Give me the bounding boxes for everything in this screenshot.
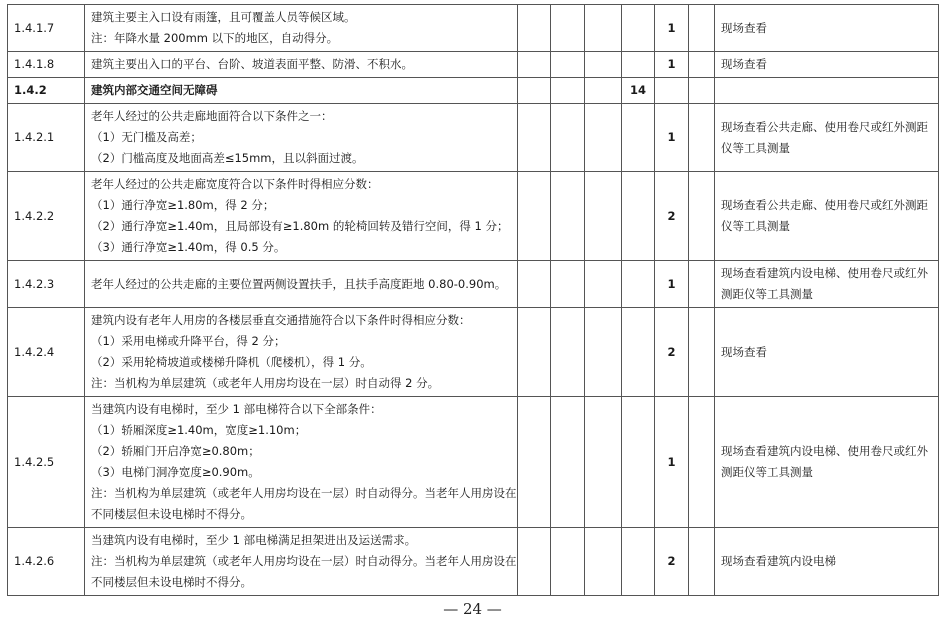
page-number: — 24 — — [443, 600, 502, 618]
item-score: 1 — [655, 261, 689, 308]
empty-cell — [689, 78, 715, 104]
requirement-line: 注：当机构为单层建筑（或老年人用房均设在一层）时自动得分。当老年人用房设在 — [91, 554, 517, 568]
empty-cell — [551, 528, 585, 596]
table-row — [8, 261, 939, 308]
requirement-line: （2）通行净宽≥1.40m，且局部设有≥1.80m 的轮椅回转及错行空间，得 1 分； — [91, 219, 509, 233]
item-score: 2 — [655, 308, 689, 397]
item-number: 1.4.2.6 — [8, 528, 85, 596]
item-score: 1 — [655, 397, 689, 528]
empty-cell — [518, 5, 551, 52]
item-requirement — [85, 308, 518, 397]
empty-cell — [551, 172, 585, 261]
section-total-score — [622, 261, 655, 308]
requirement-line: 不同楼层但未设电梯时不得分。 — [91, 507, 252, 521]
section-total-score — [622, 528, 655, 596]
empty-cell — [518, 52, 551, 78]
item-requirement — [85, 397, 518, 528]
item-number: 1.4.1.8 — [8, 52, 85, 78]
requirement-line: （2）门槛高度及地面高差≤15mm，且以斜面过渡。 — [91, 151, 364, 165]
section-total-score — [622, 397, 655, 528]
requirement-line: 老年人经过的公共走廊的主要位置两侧设置扶手，且扶手高度距地 0.80-0.90m。 — [91, 276, 507, 291]
requirement-line: 老年人经过的公共走廊地面符合以下条件之一： — [91, 109, 333, 123]
item-number: 1.4.2 — [8, 78, 85, 104]
inspection-method — [715, 78, 939, 104]
table-section-row — [8, 78, 939, 104]
inspection-method: 现场查看建筑内设电梯、使用卷尺或红外测距仪等工具测量 — [715, 397, 939, 528]
requirement-line: 注：当机构为单层建筑（或老年人用房均设在一层）时自动得分。当老年人用房设在 — [91, 486, 517, 500]
empty-cell — [518, 308, 551, 397]
inspection-method: 现场查看公共走廊、使用卷尺或红外测距仪等工具测量 — [715, 172, 939, 261]
empty-cell — [518, 261, 551, 308]
requirement-line: （3）电梯门洞净宽度≥0.90m。 — [91, 465, 260, 479]
inspection-method: 现场查看 — [715, 5, 939, 52]
section-total-score — [622, 52, 655, 78]
requirement-line: 建筑内设有老年人用房的各楼层垂直交通措施符合以下条件时得相应分数： — [91, 313, 471, 327]
item-number: 1.4.1.7 — [8, 5, 85, 52]
requirement-line: 老年人经过的公共走廊宽度符合以下条件时得相应分数： — [91, 177, 379, 191]
criteria-table-body — [8, 5, 939, 596]
empty-cell — [518, 172, 551, 261]
requirement-line: 当建筑内设有电梯时，至少 1 部电梯满足担架进出及运送需求。 — [91, 533, 417, 547]
requirement-line: 建筑主要出入口的平台、台阶、坡道表面平整、防滑、不积水。 — [91, 57, 413, 71]
empty-cell — [689, 308, 715, 397]
item-number: 1.4.2.1 — [8, 104, 85, 172]
empty-cell — [689, 528, 715, 596]
table-row — [8, 397, 939, 528]
empty-cell — [551, 104, 585, 172]
item-requirement — [85, 104, 518, 172]
requirement-line: 建筑内部交通空间无障碍 — [91, 83, 218, 97]
item-score: 1 — [655, 52, 689, 78]
section-total-score — [622, 104, 655, 172]
requirement-line: （3）通行净宽≥1.40m，得 0.5 分。 — [91, 240, 286, 254]
item-requirement — [85, 261, 518, 308]
item-number: 1.4.2.5 — [8, 397, 85, 528]
empty-cell — [551, 52, 585, 78]
inspection-method: 现场查看公共走廊、使用卷尺或红外测距仪等工具测量 — [715, 104, 939, 172]
item-requirement — [85, 5, 518, 52]
requirement-line: （1）无门槛及高差； — [91, 130, 202, 144]
item-number: 1.4.2.3 — [8, 261, 85, 308]
empty-cell — [585, 52, 622, 78]
section-total-score — [622, 5, 655, 52]
empty-cell — [689, 172, 715, 261]
inspection-method: 现场查看 — [715, 52, 939, 78]
item-score: 1 — [655, 104, 689, 172]
empty-cell — [518, 528, 551, 596]
inspection-method: 现场查看建筑内设电梯 — [715, 528, 939, 596]
item-score — [655, 78, 689, 104]
item-requirement — [85, 52, 518, 78]
empty-cell — [518, 104, 551, 172]
empty-cell — [518, 397, 551, 528]
empty-cell — [551, 308, 585, 397]
empty-cell — [518, 78, 551, 104]
item-score: 2 — [655, 172, 689, 261]
empty-cell — [689, 5, 715, 52]
section-total-score: 14 — [622, 78, 655, 104]
table-row — [8, 5, 939, 52]
empty-cell — [585, 5, 622, 52]
table-row — [8, 172, 939, 261]
table-row — [8, 52, 939, 78]
empty-cell — [689, 104, 715, 172]
requirement-line: 注：当机构为单层建筑（或老年人用房均设在一层）时自动得 2 分。 — [91, 376, 440, 390]
empty-cell — [585, 308, 622, 397]
table-row — [8, 104, 939, 172]
empty-cell — [689, 261, 715, 308]
item-number: 1.4.2.4 — [8, 308, 85, 397]
requirement-line: （1）轿厢深度≥1.40m，宽度≥1.10m； — [91, 423, 307, 437]
empty-cell — [585, 78, 622, 104]
requirement-line: （1）通行净宽≥1.80m，得 2 分； — [91, 198, 275, 212]
requirement-line: 不同楼层但未设电梯时不得分。 — [91, 575, 252, 589]
empty-cell — [551, 261, 585, 308]
requirement-line: （2）轿厢门开启净宽≥0.80m； — [91, 444, 260, 458]
table-row — [8, 528, 939, 596]
item-number: 1.4.2.2 — [8, 172, 85, 261]
section-total-score — [622, 172, 655, 261]
requirement-line: 注：年降水量 200mm 以下的地区，自动得分。 — [91, 31, 339, 45]
empty-cell — [585, 261, 622, 308]
item-requirement — [85, 172, 518, 261]
requirement-line: 当建筑内设有电梯时，至少 1 部电梯符合以下全部条件： — [91, 402, 382, 416]
inspection-method: 现场查看建筑内设电梯、使用卷尺或红外测距仪等工具测量 — [715, 261, 939, 308]
item-requirement — [85, 78, 518, 104]
criteria-table — [7, 4, 939, 596]
empty-cell — [585, 528, 622, 596]
item-requirement — [85, 528, 518, 596]
section-total-score — [622, 308, 655, 397]
requirement-line: 建筑主要主入口设有雨篷，且可覆盖人员等候区域。 — [91, 10, 356, 24]
empty-cell — [585, 172, 622, 261]
item-score: 2 — [655, 528, 689, 596]
table-row — [8, 308, 939, 397]
inspection-method: 现场查看 — [715, 308, 939, 397]
empty-cell — [689, 52, 715, 78]
empty-cell — [551, 5, 585, 52]
empty-cell — [551, 397, 585, 528]
empty-cell — [689, 397, 715, 528]
empty-cell — [551, 78, 585, 104]
empty-cell — [585, 104, 622, 172]
requirement-line: （1）采用电梯或升降平台，得 2 分； — [91, 334, 286, 348]
requirement-line: （2）采用轮椅坡道或楼梯升降机（爬楼机），得 1 分。 — [91, 355, 372, 369]
empty-cell — [585, 397, 622, 528]
item-score: 1 — [655, 5, 689, 52]
